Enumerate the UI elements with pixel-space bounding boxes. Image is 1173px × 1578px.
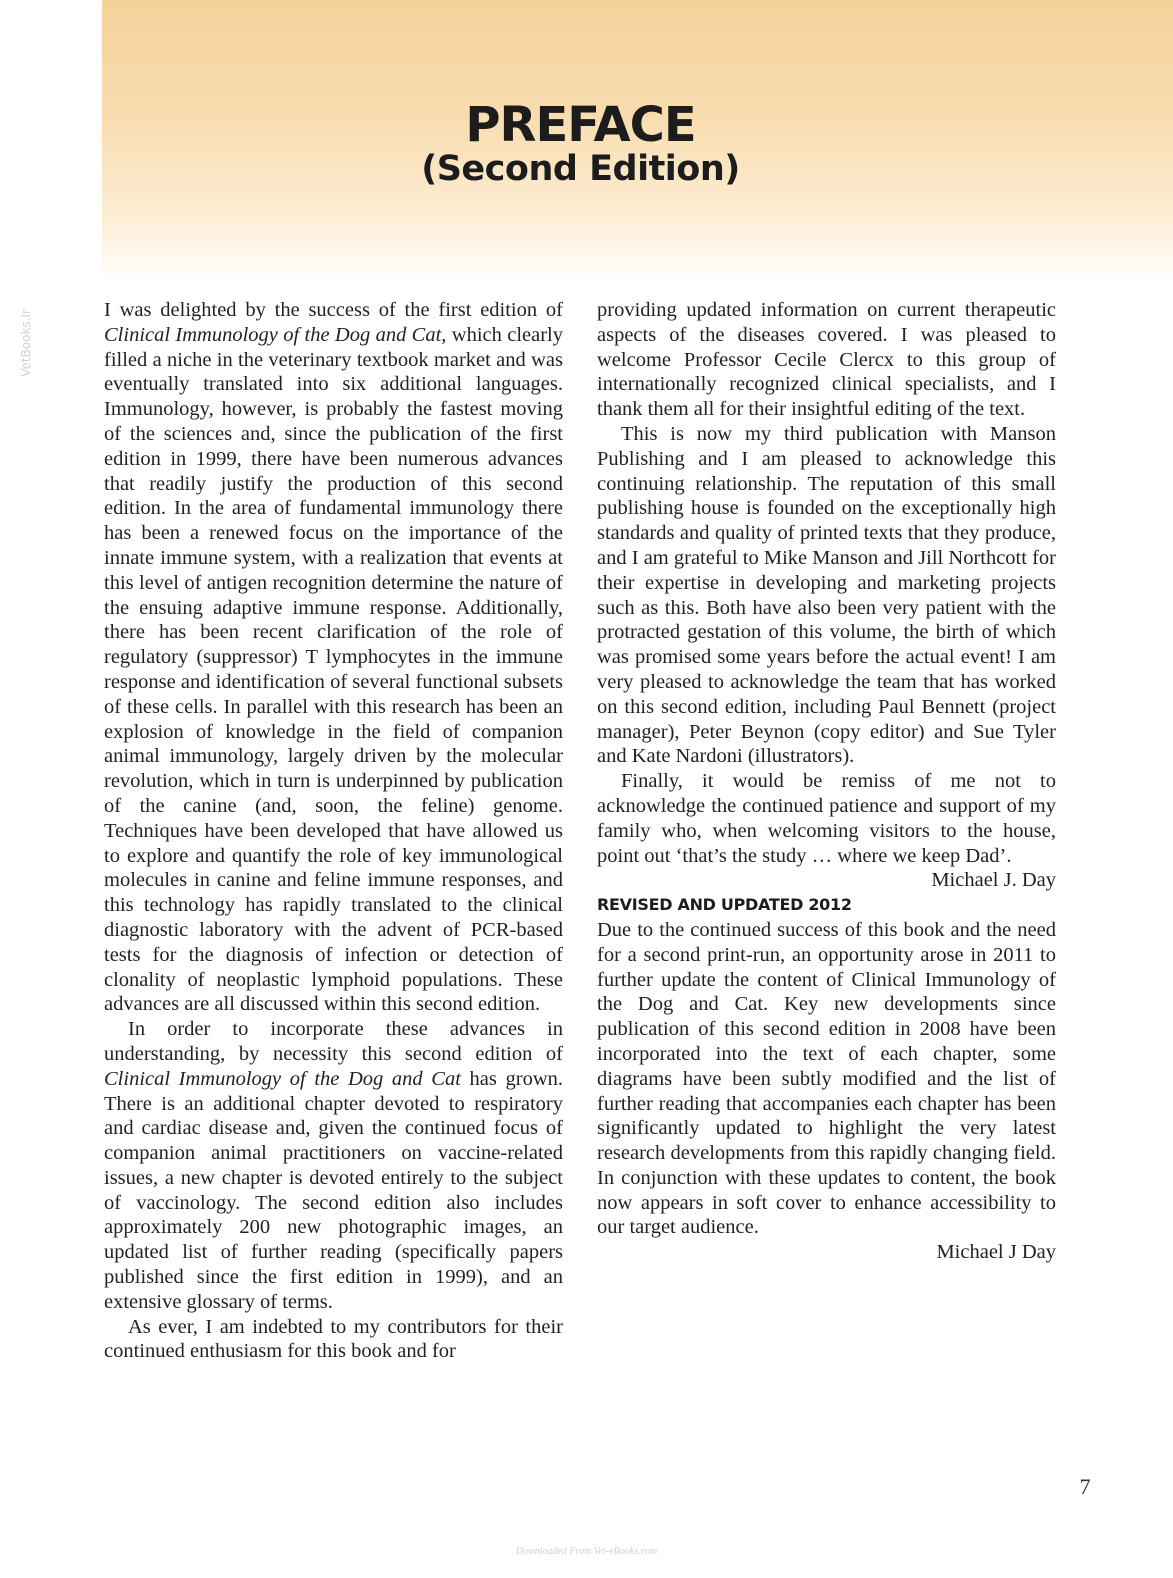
paragraph-2-intro: In order to incorporate these advances in understanding, by necessity this second edition of <box>104 1018 563 1065</box>
paragraph-5: Finally, it would be remiss of me not to acknowledge the continued patience and support of my family who, when welcoming visitors to the house, point out ‘that’s the study … where we keep Dad’. <box>597 770 1056 867</box>
paragraph-4: This is now my third publication with Manson Publishing and I am pleased to acknowledge this continuing relationship. The reputation of this small publishing house is founded on the exceptionally high standards and quality of printed texts that they produce, and I am grateful to Mike Manson and Jill Northcott for their expertise in developing and marketing projects such as this. Both have also been very patient with the protracted gestation of this volume, the birth of which was promised some years before the actual event! I am very pleased to acknowledge the team that has worked on this second edition, including Paul Bennett (project manager), Peter Beynon (copy editor) and Sue Tyler and Kate Nardoni (illustrators). <box>597 422 1056 768</box>
paragraph-1-intro: I was delighted by the success of the first edition of <box>104 299 563 321</box>
footer-watermark: Downloaded From Vet-eBooks.com <box>515 1546 658 1557</box>
page-number: 7 <box>1079 1474 1091 1499</box>
book-title: Clinical Immunology of the Dog and Cat <box>104 1067 461 1090</box>
side-watermark: VetBooks.ir <box>18 309 33 377</box>
paragraph-2-text: has grown. There is an additional chapter devoted to respiratory and cardiac disease and, given the continued focus of companion animal practitioners on vaccine-related issues, a new chapter is devoted entirely to the subject of vaccinology. The second edition also includes approximately 200 new photographic images, an updated list of further reading (specifically papers published since the first edition in 1999), and an extensive glossary of terms. <box>104 1067 563 1313</box>
paragraph-1 <box>104 298 563 1017</box>
page-subtitle: (Second Edition) <box>421 149 740 189</box>
left-column <box>104 298 563 1364</box>
book-title: Clinical Immunology of the Dog and Cat <box>104 323 442 346</box>
author-signature-2: Michael J Day <box>936 1241 1056 1264</box>
paragraph-3: As ever, I am indebted to my contributors for their continued enthusiasm for this book and for <box>104 1315 563 1363</box>
paragraph-6: Due to the continued success of this book and the need for a second print-run, an opportunity arose in 2011 to further update the content of Clinical Immunology of the Dog and Cat. Key new developments since publication of this second edition in 2008 have been incorporated into the text of each chapter, some diagrams have been subtly modified and the list of further reading that accompanies each chapter has been significantly updated to highlight the very latest research developments from this rapidly changing field. In conjunction with these updates to content, the book now appears in soft cover to enhance accessibility to our target audience. <box>597 918 1056 1239</box>
paragraph-1-text: , which clearly filled a niche in the veterinary textbook market and was eventually translated into six additional languages. Immunology, however, is probably the fastest moving of the sciences and, since the publication of the first edition in 1999, there have been numerous advances that readily justify the production of this second edition. In the area of fundamental immunology there has been a renewed focus on the importance of the innate immune system, with a realization that events at this level of antigen recognition determine the nature of the ensuing adaptive immune response. Additionally, there has been recent clarification of the role of regulatory (suppressor) T lymphocytes in the immune response and identification of several functional subsets of these cells. In parallel with this research has been an explosion of knowledge in the field of companion animal immunology, largely driven by the molecular revolution, which in turn is underpinned by publication of the canine (and, soon, the feline) genome. Techniques have been developed that have allowed us to explore and quantify the role of key immunological molecules in canine and feline immune responses, and this technology has rapidly translated to the clinical diagnostic laboratory with the advent of PCR-based tests for the diagnosis of infection or detection of clonality of neoplastic lymphoid populations. These advances are all discussed within this second edition. <box>104 323 563 1016</box>
author-signature: Michael J. Day <box>931 869 1056 892</box>
section-heading: REVISED AND UPDATED 2012 <box>597 895 852 915</box>
right-column <box>597 298 1056 1265</box>
paragraph-3-continued: providing updated information on current therapeutic aspects of the diseases covered. I was pleased to welcome Professor Cecile Clercx to this group of internationally recognized clinical specialists, and I thank them all for their insightful editing of the text. <box>597 299 1056 421</box>
paragraph-2 <box>104 1017 563 1315</box>
page-title: PREFACE <box>465 97 696 153</box>
